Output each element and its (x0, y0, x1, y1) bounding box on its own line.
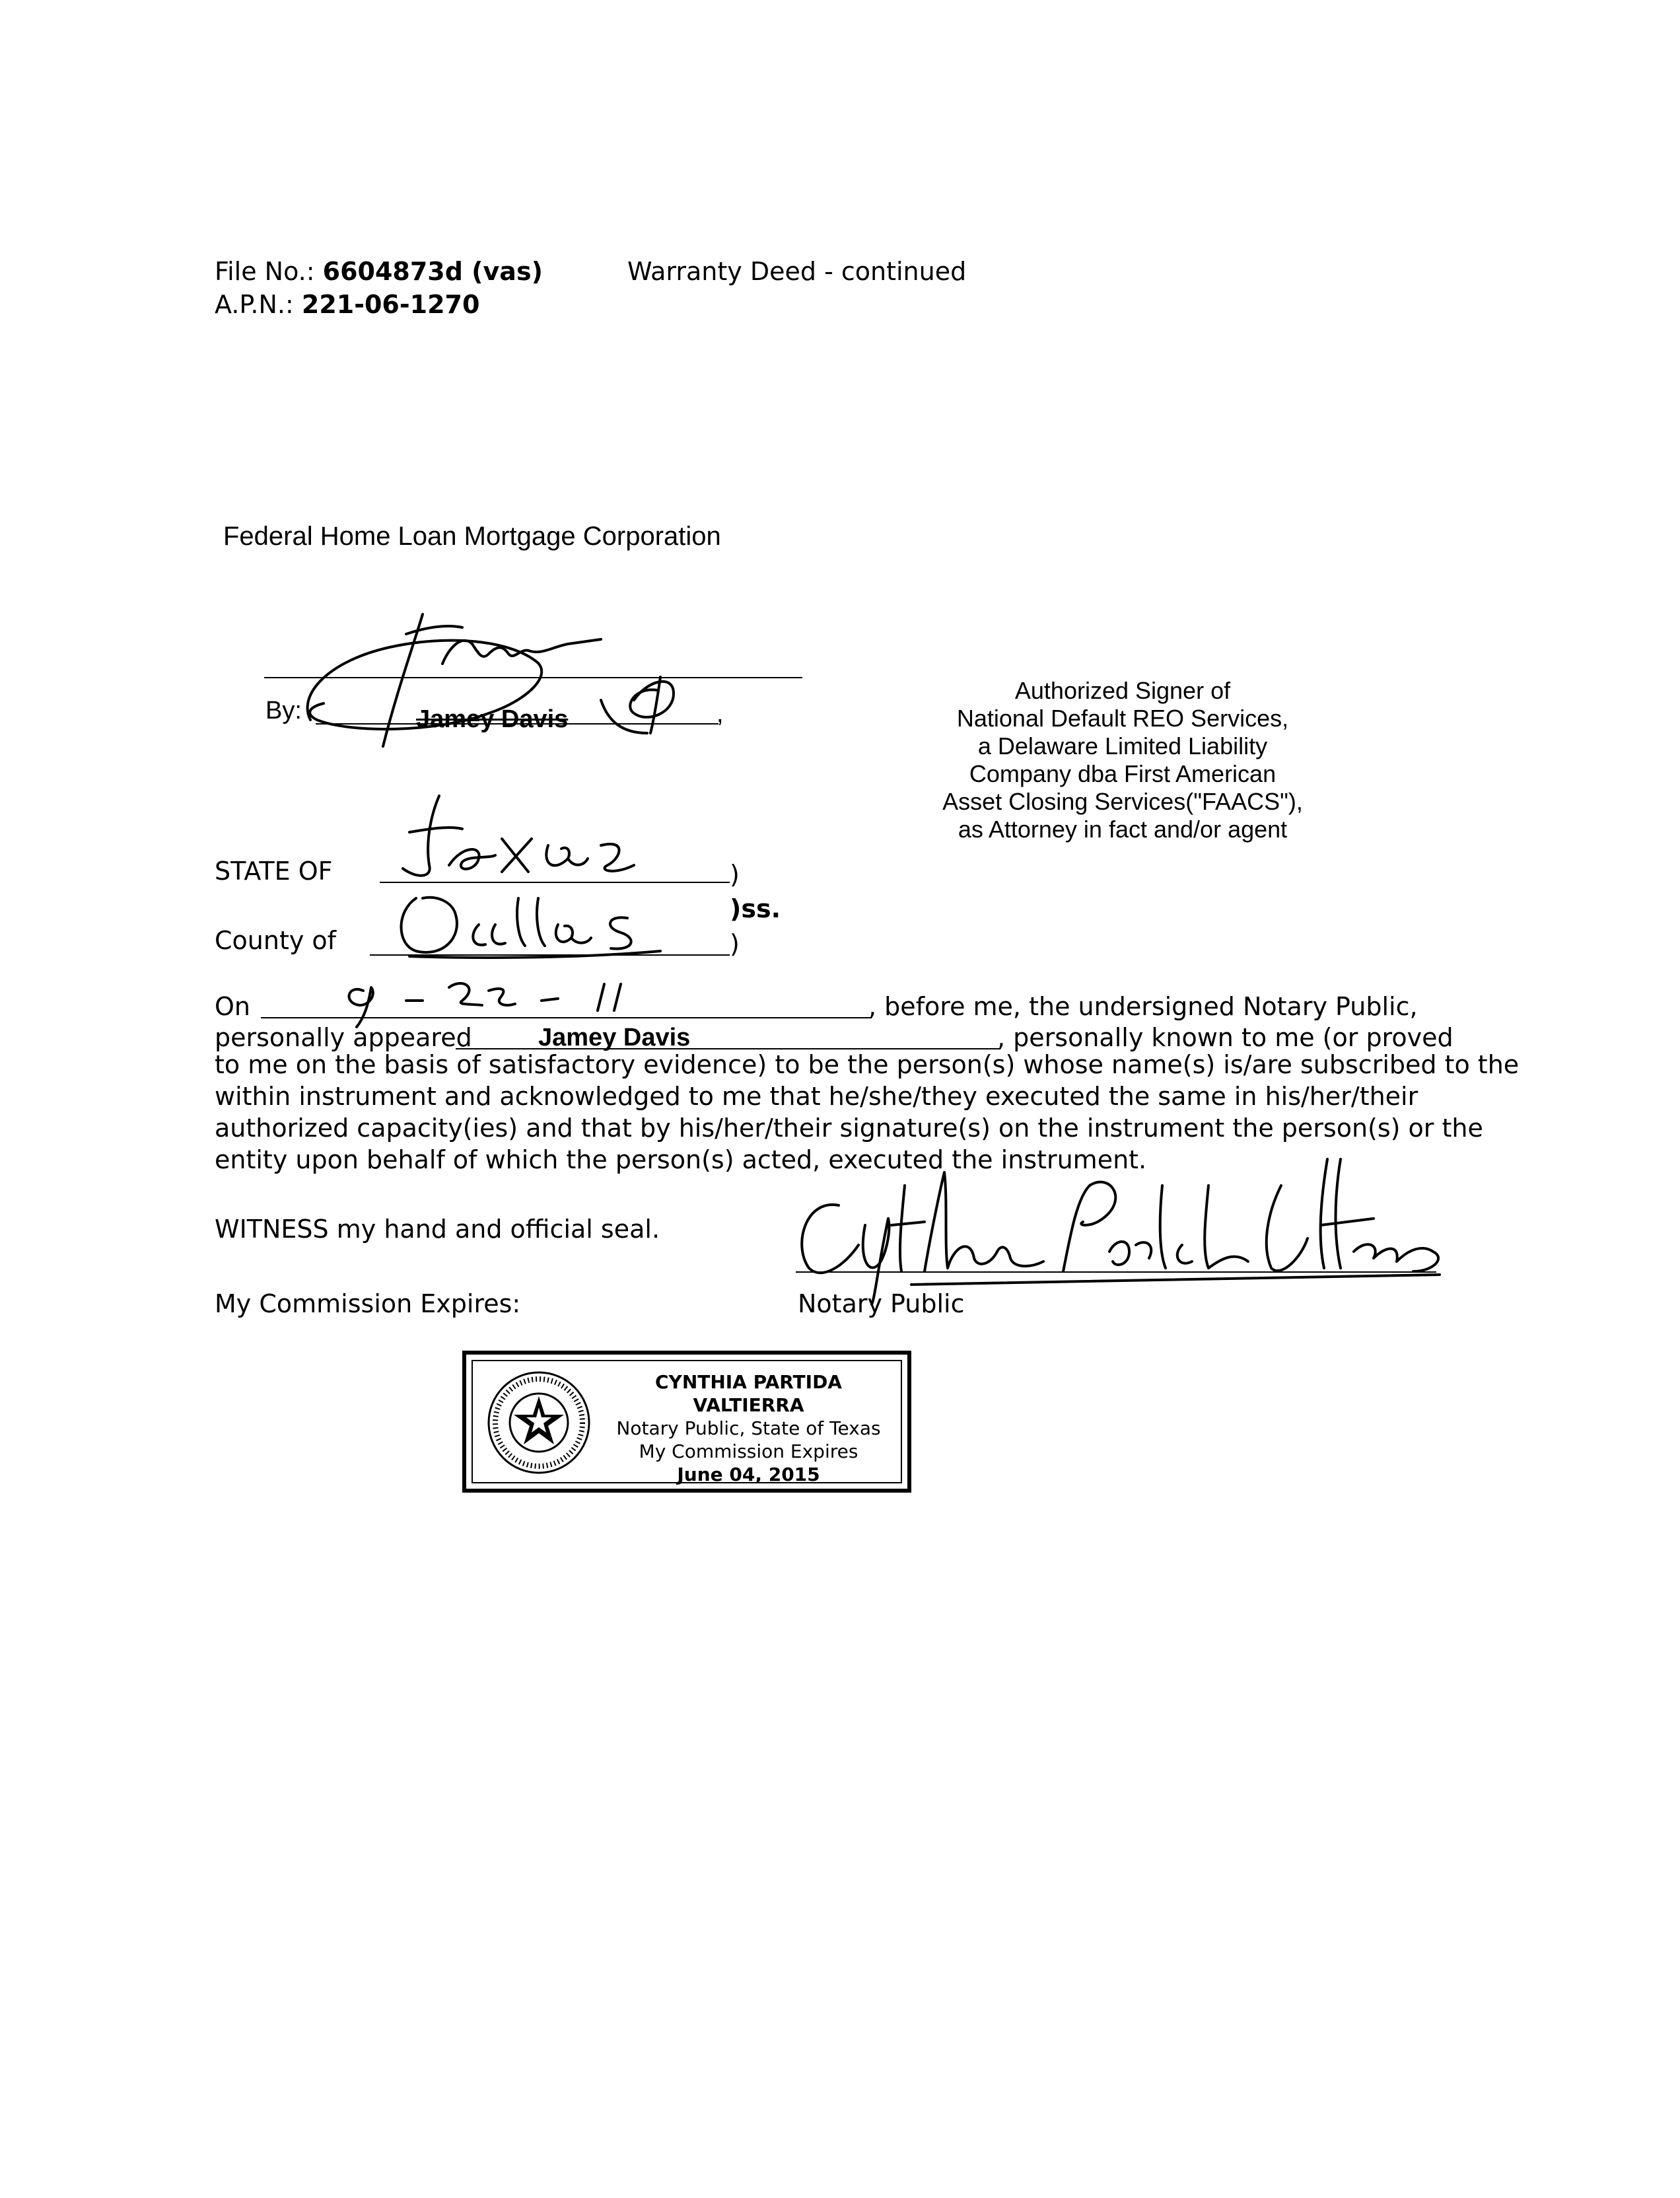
grantor-name: Federal Home Loan Mortgage Corporation (223, 522, 721, 551)
county-paren: ) (730, 929, 740, 958)
date-handwriting (330, 964, 700, 1030)
file-number (215, 259, 543, 284)
notary-stamp-expires-label: My Commission Expires (639, 1440, 858, 1462)
appeared-label: personally appeared (215, 1023, 472, 1052)
appeared-tail: , personally known to me (or proved (997, 1023, 1453, 1052)
apn-value: 221-06-1270 (301, 290, 480, 319)
notary-public-label: Notary Public (798, 1289, 965, 1318)
authorized-signer-line-2: National Default REO Services, (956, 705, 1289, 732)
authorized-signer-line-5: Asset Closing Services("FAACS"), (942, 788, 1303, 815)
authorized-signer-line-1: Authorized Signer of (1014, 677, 1231, 704)
witness-text: WITNESS my hand and official seal. (215, 1215, 660, 1244)
state-paren: ) (730, 860, 740, 889)
authorized-signer-line-4: Company dba First American (969, 760, 1277, 787)
authorized-signer-block (918, 677, 1327, 843)
file-number-value: 6604873d (vas) (322, 257, 543, 286)
document-title: Warranty Deed - continued (627, 257, 967, 286)
authorized-signer-line-6: as Attorney in fact and/or agent (958, 816, 1288, 843)
notary-stamp-expires-date: June 04, 2015 (677, 1464, 820, 1485)
acknowledgment-line-2: within instrument and acknowledged to me that he/she/they executed the same in his/her/their (215, 1082, 1418, 1111)
by-label: By: (265, 697, 302, 725)
file-number-label: File No.: (215, 257, 315, 286)
notary-stamp-title: Notary Public, State of Texas (616, 1417, 881, 1439)
county-handwriting (390, 885, 693, 964)
apn (215, 292, 479, 317)
county-label: County of (215, 926, 337, 955)
acknowledgment-line-3: authorized capacity(ies) and that by his/her/their signature(s) on the instrument the person(s) or the (215, 1114, 1483, 1143)
signer-comma: , (717, 700, 724, 728)
acknowledgment-line-4: entity upon behalf of which the person(s) acted, executed the instrument. (215, 1145, 1147, 1174)
notary-stamp (462, 1351, 911, 1493)
state-handwriting (390, 793, 693, 885)
notary-seal-icon (483, 1366, 595, 1479)
notary-stamp-name: CYNTHIA PARTIDA VALTIERRA (655, 1371, 842, 1416)
notary-signature (779, 1146, 1453, 1298)
apn-label: A.P.N.: (215, 290, 294, 319)
state-label: STATE OF (215, 857, 333, 886)
signer-name: Jamey Davis (416, 705, 569, 733)
before-me-text: , before me, the undersigned Notary Public, (868, 992, 1418, 1021)
ss-label: )ss. (730, 894, 781, 923)
authorized-signer-line-3: a Delaware Limited Liability (977, 732, 1268, 760)
acknowledgment-line-1: to me on the basis of satisfactory evidence) to be the person(s) whose name(s) is/are subscribed to the (215, 1050, 1520, 1079)
on-label: On (215, 992, 250, 1021)
appeared-name: Jamey Davis (538, 1024, 691, 1051)
commission-expires-label: My Commission Expires: (215, 1289, 521, 1318)
notary-stamp-text (598, 1370, 899, 1486)
grantor-signature-scribble (291, 608, 713, 779)
